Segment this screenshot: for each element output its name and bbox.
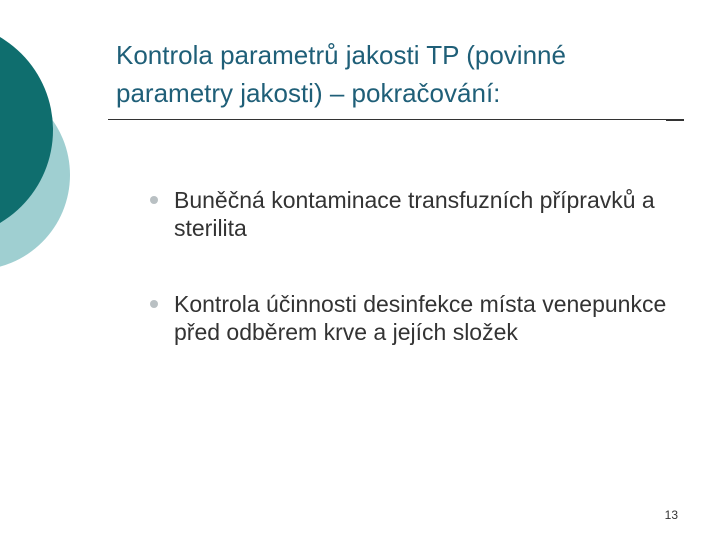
bullet-list [150,186,690,394]
slide-title: Kontrola parametrů jakosti TP (povinné parametry jakosti) – pokračování: [116,40,566,108]
decorative-circles [0,0,80,300]
title-divider [108,119,684,120]
bullet-text-2: Kontrola účinnosti desinfekce místa venepunkce před odběrem krve a jejích složek [174,291,667,345]
bullet-text-1: Buněčná kontaminace transfuzních přípravků a sterilita [174,187,655,241]
bullet-item-2 [150,290,690,346]
bullet-dot-icon [150,300,158,308]
bullet-dot-icon [150,196,158,204]
bullet-item-1 [150,186,690,242]
title-divider-tail [666,120,684,121]
page-number: 13 [664,508,678,522]
